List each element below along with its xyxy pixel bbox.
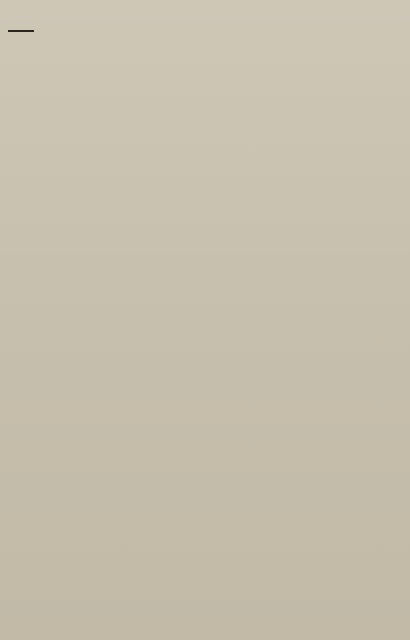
bottom-bibliography-panel xyxy=(6,318,406,618)
header-rule xyxy=(8,30,34,32)
page-header xyxy=(4,22,38,40)
top-bibliography-panel xyxy=(6,44,406,306)
